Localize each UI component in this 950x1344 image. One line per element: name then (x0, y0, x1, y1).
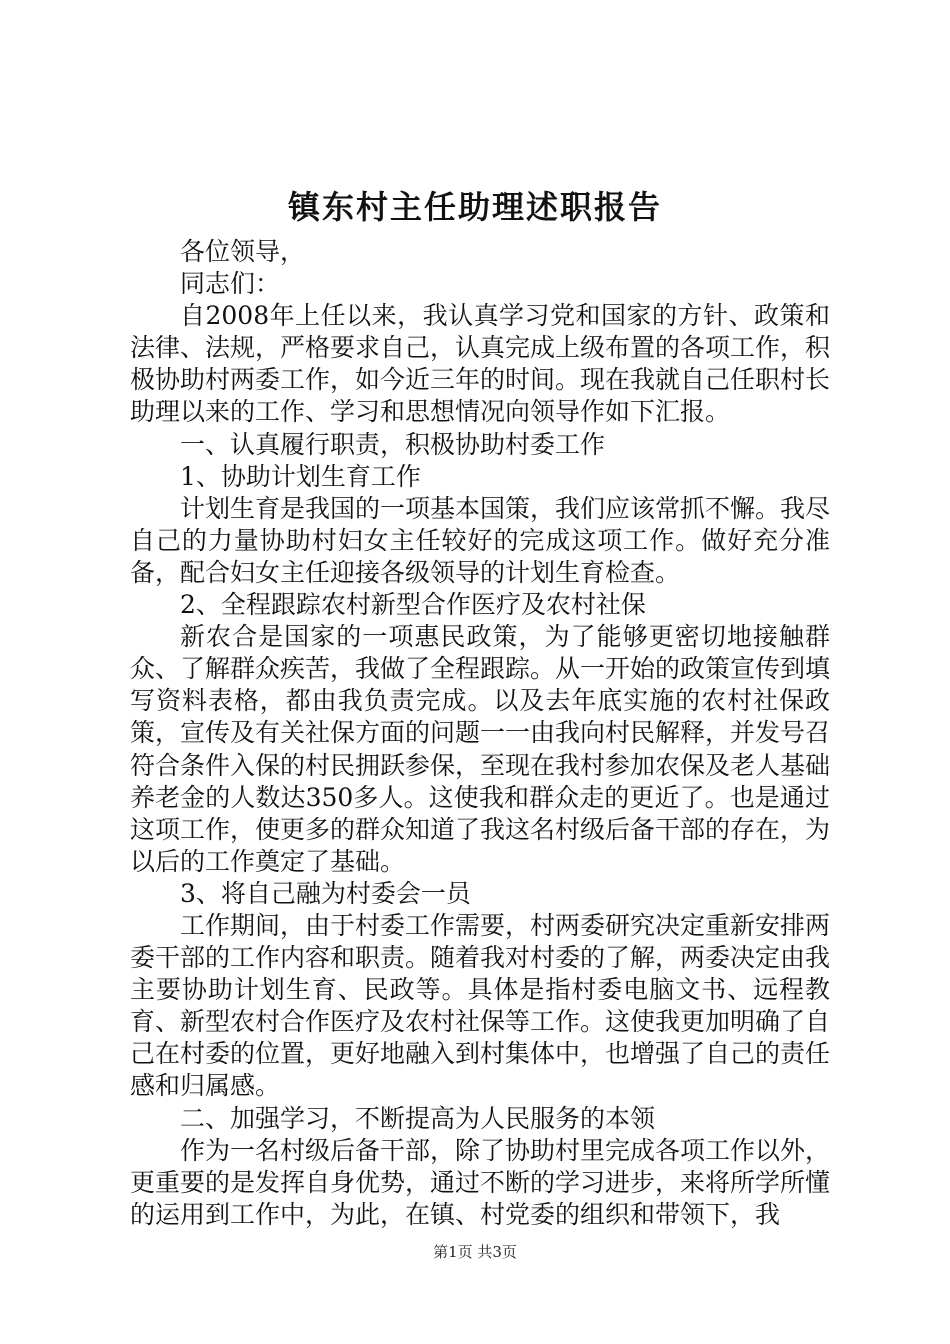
page-number-footer: 第1页 共3页 (433, 1243, 517, 1261)
greeting-line: 各位领导， (180, 237, 306, 266)
greeting-line: 同志们： (180, 269, 281, 299)
section-heading: 二、加强学习，不断提高为人民服务的本领 (180, 1103, 656, 1133)
subsection-heading: 3、将自己融为村委会一员 (180, 878, 471, 908)
body-paragraph: 新农合是国家的一项惠民政策，为了能够更密切地接触群众、了解群众疾苦，我做了全程跟踪。从一开始的政策宣传到填写资料表格，都由我负责完成。以及去年底实施的农村社保政策，宣传及有关社保方面的问题一一由我向村民解释，并发号召符合条件入保的村民拥跃参保，至现在我村参加农保及老人基础养老金的人数达350多人。这使我和群众走的更近了。也是通过这项工作，使更多的群众知道了我这名村级后备干部的存在，为以后的工作奠定了基础。 (130, 622, 831, 876)
body-paragraph: 作为一名村级后备干部，除了协助村里完成各项工作以外，更重要的是发挥自身优势，通过不断的学习进步，来将所学所懂的运用到工作中，为此，在镇、村党委的组织和带领下，我 (130, 1135, 831, 1229)
body-paragraph: 工作期间，由于村委工作需要，村两委研究决定重新安排两委干部的工作内容和职责。随着我对村委的了解，两委决定由我主要协助计划生育、民政等。具体是指村委电脑文书、远程教育、新型农村合作医疗及农村社保等工作。这使我更加明确了自己在村委的位置，更好地融入到村集体中，也增强了自己的责任感和归属感。 (130, 910, 831, 1101)
document-body (130, 236, 830, 1231)
section-heading: 一、认真履行职责，积极协助村委工作 (180, 429, 606, 459)
body-paragraph: 自2008年上任以来，我认真学习党和国家的方针、政策和法律、法规，严格要求自己，认真完成上级布置的各项工作，积极协助村两委工作，如今近三年的时间。现在我就自己任职村长助理以来的工作、学习和思想情况向领导作如下汇报。 (130, 301, 831, 427)
subsection-heading: 2、全程跟踪农村新型合作医疗及农村社保 (180, 590, 646, 620)
subsection-heading: 1、协助计划生育工作 (180, 461, 421, 491)
document-title: 镇东村主任助理述职报告 (287, 188, 662, 226)
body-paragraph: 计划生育是我国的一项基本国策，我们应该常抓不懈。我尽自己的力量协助村妇女主任较好的完成这项工作。做好充分准备，配合妇女主任迎接各级领导的计划生育检查。 (130, 493, 831, 587)
